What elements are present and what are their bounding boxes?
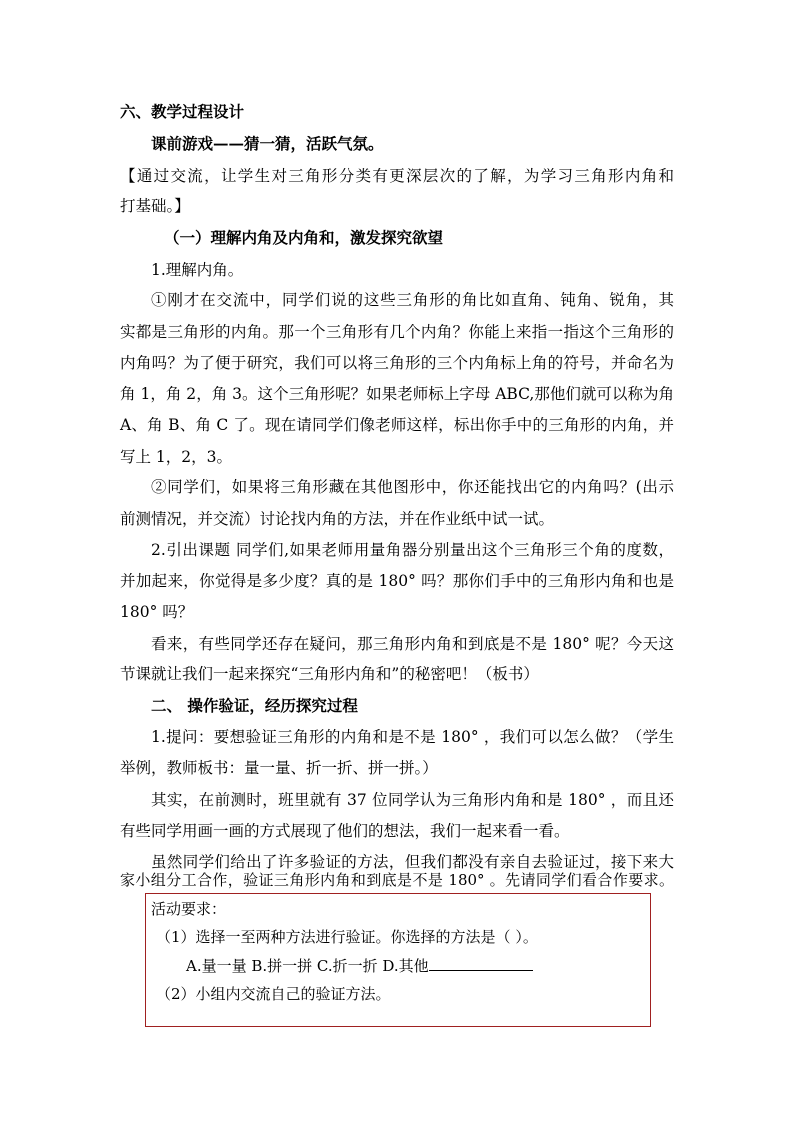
section-title: 六、教学过程设计: [120, 102, 245, 121]
para3-line-1: 看来，有些同学还存在疑问，那三角形内角和到底是不是 180° 呢？今天这: [151, 635, 674, 653]
para1-line-5: A、角 B、角 C 了。现在请同学们像老师这样，标出你手中的三角形的内角，并: [120, 416, 674, 434]
requirement-2: （2）小组内交流自己的验证方法。: [156, 985, 391, 1003]
item1-heading: 1.理解内角。: [151, 261, 244, 279]
intent-line-1: 【通过交流，让学生对三角形分类有更深层次的了解，为学习三角形内角和: [120, 167, 674, 185]
para1-line-3: 内角吗？为了便于研究，我们可以将三角形的三个内角标上角的符号，并命名为: [120, 354, 674, 372]
method-options-text: A.量一量 B.拼一拼 C.折一折 D.其他: [186, 957, 429, 975]
part1-title: （一）理解内角及内角和，激发探究欲望: [164, 228, 444, 247]
pre-game-heading: 课前游戏——猜一猜，活跃气氛。: [151, 134, 384, 153]
requirement-1: （1）选择一至两种方法进行验证。你选择的方法是（ ）。: [156, 928, 538, 946]
para5-line-2: 家小组分工合作，验证三角形内角和到底是不是 180° 。先请同学们看合作要求。: [120, 871, 674, 889]
para1-line-2: 实都是三角形的内角。那一个三角形有几个内角？你能上来指一指这个三角形的: [120, 323, 674, 341]
para4-line-1: 其实，在前测时，班里就有 37 位同学认为三角形内角和是 180° ，而且还: [151, 791, 674, 809]
part2-title: 二、 操作验证，经历探究过程: [151, 696, 358, 715]
para2-line-1: ②同学们，如果将三角形藏在其他图形中，你还能找出它的内角吗？(出示: [151, 478, 674, 496]
item2-line-2: 并加起来，你觉得是多少度？真的是 180° 吗？那你们手中的三角形内角和也是: [120, 572, 674, 590]
para3-line-2: 节课就让我们一起来探究“三角形内角和”的秘密吧！（板书）: [120, 665, 539, 683]
para5-line-1: 虽然同学们给出了许多验证的方法，但我们都没有亲自去验证过，接下来大: [151, 853, 674, 871]
question1-line-1: 1.提问：要想验证三角形的内角和是不是 180° ，我们可以怎么做？（学生: [151, 728, 674, 746]
para1-line-1: ①刚才在交流中，同学们说的这些三角形的角比如直角、钝角、锐角，其: [151, 291, 674, 309]
item2-line-3: 180° 吗？: [120, 603, 194, 621]
item2-line-1: 2.引出课题 同学们,如果老师用量角器分别量出这个三角形三个角的度数，: [151, 541, 674, 559]
intent-line-2: 打基础。】: [120, 197, 190, 215]
activity-requirements-box: [145, 893, 651, 1027]
other-method-blank: [429, 956, 533, 971]
question1-line-2: 举例，教师板书：量一量、折一折、拼一拼。）: [120, 759, 438, 777]
para1-line-6: 写上 1，2，3。: [120, 448, 233, 466]
box-title: 活动要求：: [151, 900, 227, 918]
para4-line-2: 有些同学用画一画的方式展现了他们的想法，我们一起来看一看。: [120, 822, 570, 840]
para1-line-4: 角 1，角 2，角 3。这个三角形呢？如果老师标上字母 ABC,那他们就可以称为角: [120, 385, 674, 403]
method-options: [186, 956, 533, 976]
para2-line-2: 前测情况，并交流）讨论找内角的方法，并在作业纸中试一试。: [120, 510, 555, 528]
